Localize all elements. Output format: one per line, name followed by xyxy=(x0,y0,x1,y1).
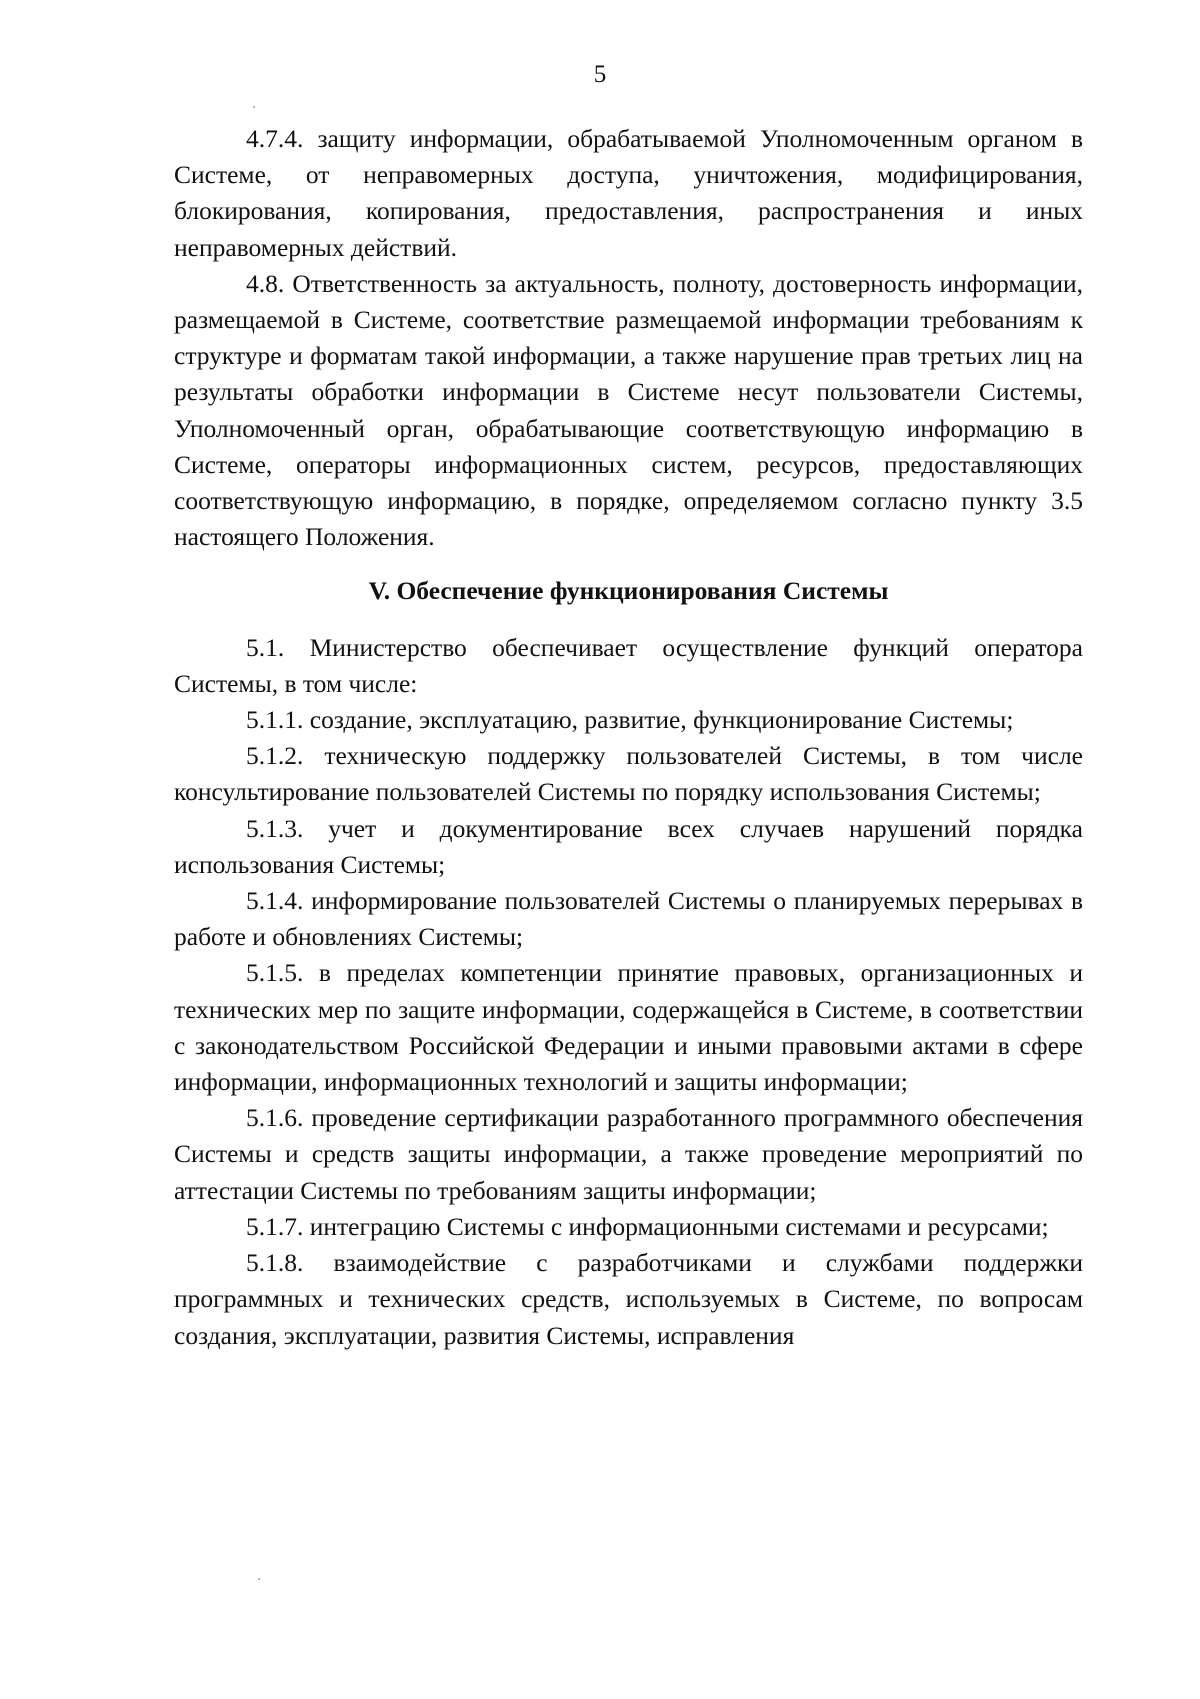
paragraph-5-1-7: 5.1.7. интеграцию Системы с информационными системами и ресурсами; xyxy=(246,1211,1049,1241)
scan-speck xyxy=(253,106,255,108)
scan-speck xyxy=(258,1578,260,1580)
paragraph-5-1-1: 5.1.1. создание, эксплуатацию, развитие, функционирование Системы; xyxy=(246,705,1014,735)
paragraph-5-1-8: 5.1.8. взаимодействие с разработчиками и службами поддержки программных и технических средств, используемых в Системе, по вопросам создания, эксплуатации, развития Системы, исправления xyxy=(174,1248,1083,1350)
paragraph-4-8: 4.8. Ответственность за актуальность, полноту, достоверность информации, размещаемой в Системе, соответствие размещаемой информации требованиям к структуре и форматам такой информации, а также нарушение прав третьих лиц на результаты обработки информации в Системе несут пользователи Системы, Уполномоченный орган, обрабатывающие соответствующую информацию в Системе, операторы информационных систем, ресурсов, предоставляющих соответствующую информацию, в порядке, определяемом согласно пункту 3.5 настоящего Положения. xyxy=(174,268,1083,552)
section-heading: V. Обеспечение функционирования Системы xyxy=(368,576,889,606)
document-body xyxy=(174,121,1083,1354)
paragraph-5-1: 5.1. Министерство обеспечивает осуществление функций оператора Системы, в том числе: xyxy=(174,632,1083,698)
paragraph-4-7-4: 4.7.4. защиту информации, обрабатываемой Уполномоченным органом в Системе, от неправомерных доступа, уничтожения, модифицирования, блокирования, копирования, предоставления, распространения и иных неправомерных действий. xyxy=(174,124,1083,262)
paragraph-5-1-5: 5.1.5. в пределах компетенции принятие правовых, организационных и технических мер по защите информации, содержащейся в Системе, в соответствии с законодательством Российской Федерации и иными правовыми актами в сфере информации, информационных технологий и защиты информации; xyxy=(174,958,1083,1097)
paragraph-5-1-4: 5.1.4. информирование пользователей Системы о планируемых перерывах в работе и обновлениях Системы; xyxy=(174,886,1083,952)
paragraph-5-1-2: 5.1.2. техническую поддержку пользователей Системы, в том числе консультирование пользователей Системы по порядку использования Системы; xyxy=(174,741,1083,807)
page-number: 5 xyxy=(593,61,607,88)
paragraph-5-1-3: 5.1.3. учет и документирование всех случаев нарушений порядка использования Системы; xyxy=(174,813,1083,879)
paragraph-5-1-6: 5.1.6. проведение сертификации разработанного программного обеспечения Системы и средств защиты информации, а также проведение мероприятий по аттестации Системы по требованиям защиты информации; xyxy=(174,1103,1083,1205)
